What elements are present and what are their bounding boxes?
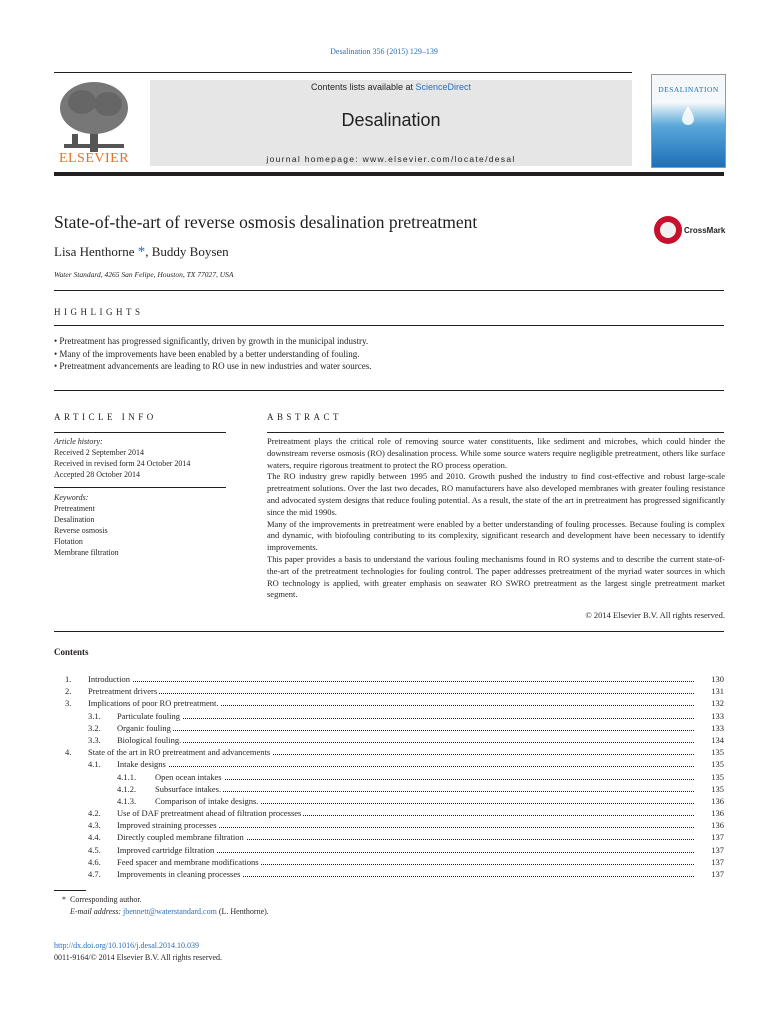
keyword: Reverse osmosis	[54, 526, 108, 535]
author-name: Lisa Henthorne	[54, 244, 135, 259]
corresponding-author-marker[interactable]: *	[137, 244, 146, 260]
toc-number: 4.7.	[88, 869, 101, 879]
toc-title[interactable]: Improved cartridge filtration	[117, 844, 215, 855]
keyword: Desalination	[54, 515, 95, 524]
email-link[interactable]: jbennett@waterstandard.com	[123, 906, 217, 916]
toc-page-number: 133	[711, 722, 724, 733]
toc-title[interactable]: Use of DAF pretreatment ahead of filtration processes	[117, 808, 302, 819]
history-entry: Received 2 September 2014	[54, 448, 144, 457]
toc-number: 4.6.	[88, 856, 101, 867]
highlights-list	[54, 335, 372, 373]
toc-entry[interactable]	[54, 746, 724, 758]
keyword: Pretreatment	[54, 504, 95, 513]
keywords	[54, 492, 119, 558]
abstract-paragraph: The RO industry grew rapidly between 1995 and 2010. Growth pushed the industry to find cost-effective and robust large-scale pretreatment solutions. Over the last two decades, RO manufacturers have also developed membranes with greater fouling resistance and advocated system designs that reduce fouling potential. As a result, the state of the art in pretreatment has progressed significantly since the mid 1990s.	[267, 471, 725, 517]
toc-title[interactable]: Introduction	[88, 674, 131, 684]
toc-page-number: 134	[711, 734, 724, 745]
toc-entry[interactable]	[54, 673, 724, 685]
toc-leader-dots	[117, 742, 694, 743]
toc-number: 4.	[65, 747, 72, 758]
toc-page-number: 131	[711, 686, 724, 697]
toc-entry[interactable]	[54, 771, 724, 783]
toc-page-number: 135	[711, 759, 724, 770]
toc-entry[interactable]	[54, 807, 724, 819]
toc-leader-dots	[117, 766, 694, 767]
toc-page-number: 137	[711, 869, 724, 879]
keyword: Membrane filtration	[54, 548, 119, 557]
divider	[54, 487, 226, 488]
toc-entry[interactable]	[54, 868, 724, 880]
toc-title[interactable]: Implications of poor RO pretreatment.	[88, 698, 219, 709]
water-drop-icon	[680, 105, 696, 127]
toc-entry[interactable]	[54, 831, 724, 843]
highlight-item: • Pretreatment has progressed significantly, driven by growth in the municipal industry.	[54, 336, 369, 346]
toc-leader-dots	[88, 693, 694, 694]
toc-leader-dots	[117, 718, 694, 719]
highlight-item: • Pretreatment advancements are leading to RO use in new industries and water sources.	[54, 361, 372, 371]
history-label: Article history:	[54, 437, 103, 446]
toc-leader-dots	[88, 681, 694, 682]
footnote	[62, 894, 269, 917]
toc-page-number: 137	[711, 844, 724, 855]
crossmark-icon-inner	[660, 222, 676, 238]
toc-number: 4.2.	[88, 808, 101, 819]
journal-homepage[interactable]: journal homepage: www.elsevier.com/locate/desal	[266, 154, 516, 164]
toc-entry[interactable]	[54, 758, 724, 770]
contents-available	[150, 82, 632, 92]
email-suffix: (L. Henthorne).	[218, 906, 269, 916]
toc-leader-dots	[155, 791, 694, 792]
article-history	[54, 436, 190, 480]
publisher-name: ELSEVIER	[58, 151, 130, 166]
toc-title[interactable]: Improved straining processes	[117, 820, 217, 831]
toc-title[interactable]: Intake designs	[117, 759, 166, 770]
toc-number: 3.1.	[88, 710, 101, 721]
journal-name: Desalination	[341, 110, 441, 130]
toc-title[interactable]: Comparison of intake designs.	[155, 795, 259, 806]
author-separator: ,	[145, 244, 152, 259]
toc-entry[interactable]	[54, 783, 724, 795]
toc-entry[interactable]	[54, 697, 724, 709]
abstract-paragraph: Pretreatment plays the critical role of removing source water constituents, like sediment and microbes, which could hinder the downstream reverse osmosis (RO) desalination process. While some source waters require negligible pretreatment, others like surface waters, require rigorous treatment to protect the RO process operation.	[267, 436, 725, 470]
footer	[54, 940, 222, 963]
history-entry: Received in revised form 24 October 2014	[54, 459, 191, 468]
toc-title[interactable]: Biological fouling.	[117, 734, 182, 745]
toc-number: 4.1.2.	[117, 783, 137, 794]
authors	[54, 244, 229, 261]
toc-entry[interactable]	[54, 844, 724, 856]
abstract-heading: ABSTRACT	[267, 412, 343, 422]
divider	[54, 290, 724, 291]
toc-title[interactable]: State of the art in RO pretreatment and advancements	[88, 747, 271, 758]
toc-page-number: 136	[711, 808, 724, 819]
toc-page-number: 135	[711, 783, 724, 794]
toc-number: 3.2.	[88, 722, 101, 733]
toc-title[interactable]: Organic fouling	[117, 722, 171, 733]
abstract-paragraph: This paper provides a basis to understand the various fouling mechanisms found in RO systems and to describe the current state-of-the-art of the pretreatment technologies for fouling control. The paper addresses pretreatment of the myriad water sources in which RO technology is applied, with greater emphasis on seawater RO SWRO pretreatment as the largest single pretreatment market segment.	[267, 553, 725, 600]
history-entry: Accepted 28 October 2014	[54, 470, 140, 479]
toc-page-number: 130	[711, 674, 724, 684]
toc-number: 4.3.	[88, 820, 101, 831]
crossmark-label[interactable]: CrossMark	[684, 226, 726, 235]
email-label: E-mail address:	[70, 906, 122, 916]
issn-line: 0011-9164/© 2014 Elsevier B.V. All rights reserved.	[54, 952, 223, 962]
footnote-rule	[54, 890, 86, 891]
toc-number: 2.	[65, 686, 72, 697]
toc-page-number: 137	[711, 832, 724, 843]
toc-number: 3.	[65, 698, 72, 709]
sciencedirect-link[interactable]: ScienceDirect	[415, 82, 472, 92]
toc-number: 4.5.	[88, 844, 101, 855]
divider	[54, 390, 724, 391]
cover-title: DESALINATION	[658, 85, 719, 94]
footnote-text: Corresponding author.	[70, 895, 142, 904]
toc-leader-dots	[117, 730, 694, 731]
toc-page-number: 132	[711, 698, 724, 709]
doi-link[interactable]: http://dx.doi.org/10.1016/j.desal.2014.10.039	[54, 941, 199, 950]
divider	[267, 432, 724, 433]
toc-number: 4.1.	[88, 759, 101, 770]
toc-entry[interactable]	[54, 722, 724, 734]
table-of-contents	[54, 673, 724, 880]
divider	[54, 631, 724, 632]
toc-entry[interactable]	[54, 710, 724, 722]
toc-number: 3.3.	[88, 734, 101, 745]
toc-number: 4.1.3.	[117, 795, 137, 806]
author-name: Buddy Boysen	[151, 244, 229, 259]
toc-page-number: 135	[711, 771, 724, 782]
article-info-heading: ARTICLE INFO	[54, 412, 157, 422]
toc-number: 4.1.1.	[117, 771, 137, 782]
toc-leader-dots	[155, 779, 694, 780]
toc-entry[interactable]	[54, 685, 724, 697]
toc-entry[interactable]	[54, 819, 724, 831]
toc-title[interactable]: Subsurface intakes.	[155, 783, 222, 794]
abstract-paragraph: Many of the improvements in pretreatment were enabled by a better understanding of fouling processes. Because fouling is complex and dynamic, with biofouling contributing to its complexity, significant research and development have been necessary to identify improvements.	[267, 518, 725, 553]
divider	[54, 325, 724, 326]
toc-number: 1.	[65, 674, 72, 684]
header-rule	[54, 172, 724, 176]
toc-entry[interactable]	[54, 856, 724, 868]
abstract-body	[267, 436, 725, 601]
toc-title[interactable]: Improvements in cleaning processes	[117, 869, 241, 879]
keywords-label: Keywords:	[54, 493, 89, 502]
keyword: Flotation	[54, 537, 83, 546]
article-title: State-of-the-art of reverse osmosis desalination pretreatment	[54, 212, 478, 232]
toc-title[interactable]: Particulate fouling	[117, 710, 181, 721]
toc-title[interactable]: Open ocean intakes	[155, 771, 222, 782]
contents-heading: Contents	[54, 647, 89, 657]
toc-entry[interactable]	[54, 734, 724, 746]
highlights-heading: HIGHLIGHTS	[54, 307, 144, 317]
toc-page-number: 135	[711, 747, 724, 758]
toc-page-number: 133	[711, 710, 724, 721]
toc-title[interactable]: Pretreatment drivers	[88, 686, 158, 697]
footnote-marker: *	[62, 895, 66, 904]
divider	[54, 72, 632, 73]
toc-page-number: 136	[711, 820, 724, 831]
abstract-copyright: © 2014 Elsevier B.V. All rights reserved.	[585, 610, 725, 620]
toc-title[interactable]: Feed spacer and membrane modifications	[117, 856, 259, 867]
toc-page-number: 136	[711, 795, 724, 806]
toc-number: 4.4.	[88, 832, 101, 843]
journal-citation[interactable]: Desalination 356 (2015) 129–139	[330, 47, 438, 56]
divider	[54, 432, 226, 433]
contents-available-text: Contents lists available at	[310, 82, 416, 92]
highlight-item: • Many of the improvements have been enabled by a better understanding of fouling.	[54, 348, 360, 359]
toc-entry[interactable]	[54, 795, 724, 807]
toc-page-number: 137	[711, 856, 724, 867]
affiliation: Water Standard, 4265 San Felipe, Houston, TX 77027, USA	[54, 270, 234, 279]
toc-title[interactable]: Directly coupled membrane filtration	[117, 832, 244, 843]
